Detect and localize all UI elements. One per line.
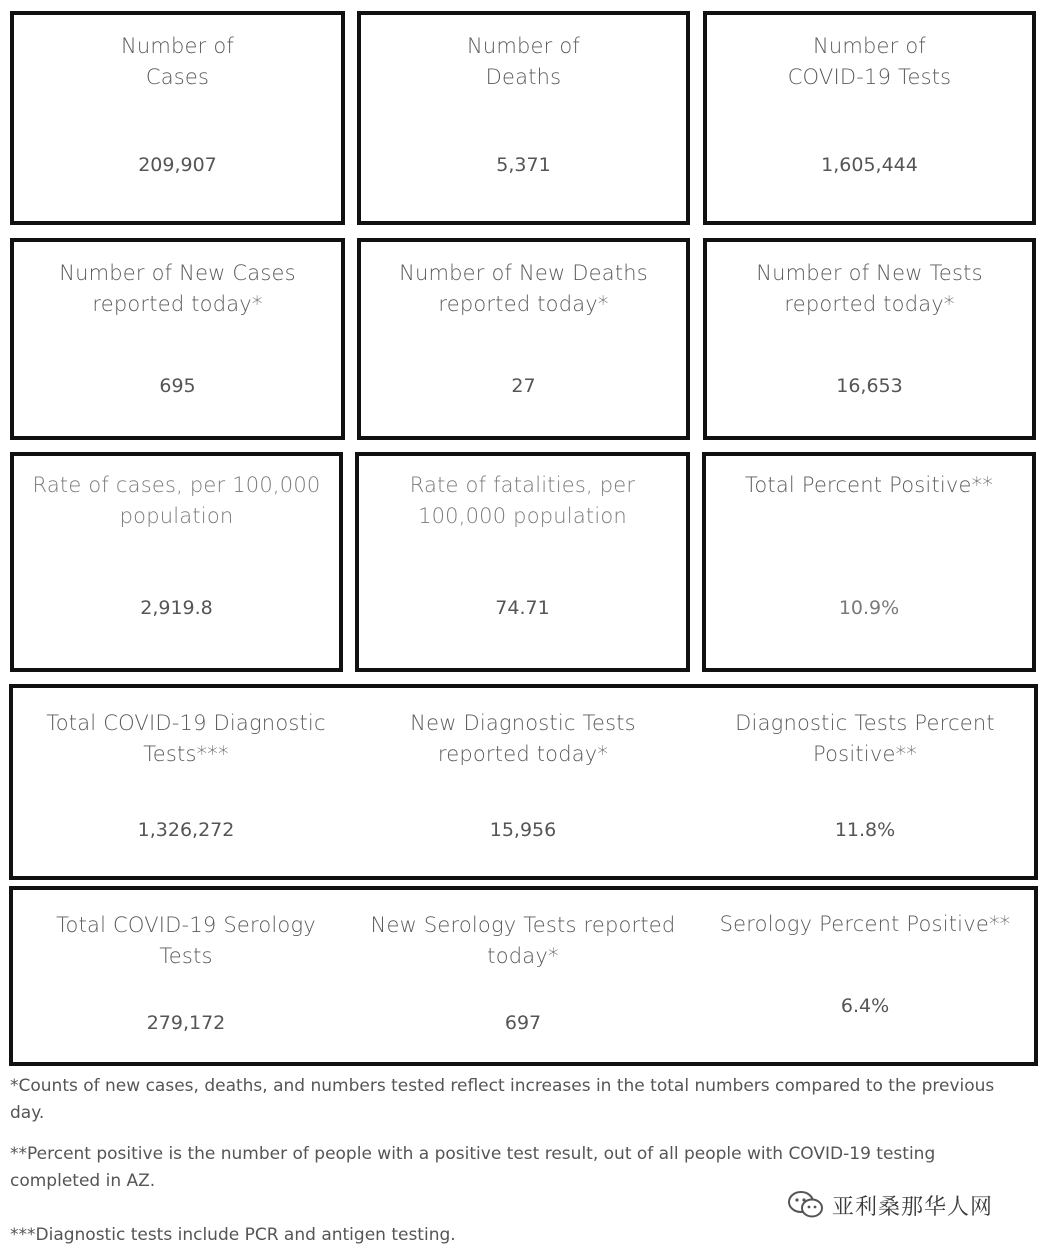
diagnostic-positive-cell <box>700 688 1030 876</box>
new-tests-value: 16,653 <box>836 375 903 397</box>
case-rate-label-line1: Rate of cases, per 100,000 <box>32 473 321 497</box>
cases-cell <box>14 15 341 221</box>
new-deaths-card <box>357 238 690 440</box>
percent-positive-label <box>706 470 1032 501</box>
new-cases-label <box>14 258 341 320</box>
serology-total-cell <box>21 890 351 1062</box>
serology-positive-label-line1: Serology Percent Positive** <box>719 912 1011 936</box>
diagnostic-positive-label-line2: Positive** <box>813 742 917 766</box>
cases-card <box>10 11 345 225</box>
diagnostic-positive-label <box>700 708 1030 770</box>
fatality-rate-label <box>359 470 686 532</box>
case-rate-label-line2: population <box>119 504 234 528</box>
diagnostic-positive-label-line1: Diagnostic Tests Percent <box>735 711 995 735</box>
new-deaths-label-line2: reported today* <box>438 292 609 316</box>
tests-label-line1: Number of <box>812 34 927 58</box>
new-deaths-cell <box>361 242 686 436</box>
case-rate-card <box>10 452 343 672</box>
new-cases-value: 695 <box>159 375 196 397</box>
cases-label-line1: Number of <box>120 34 235 58</box>
cases-value: 209,907 <box>138 154 217 176</box>
watermark-text: 亚利桑那华人网 <box>832 1194 994 1220</box>
new-deaths-value: 27 <box>511 375 536 397</box>
footnote-diagnostic-tests: ***Diagnostic tests include PCR and antigen testing. <box>10 1225 456 1245</box>
deaths-value: 5,371 <box>496 154 551 176</box>
diagnostic-total-label <box>21 708 351 770</box>
case-rate-cell <box>14 456 339 668</box>
serology-new-label-line1: New Serology Tests reported <box>370 913 676 937</box>
serology-new-label-line2: today* <box>487 944 559 968</box>
deaths-label-line1: Number of <box>466 34 581 58</box>
tests-card <box>703 11 1036 225</box>
diagnostic-total-label-line1: Total COVID-19 Diagnostic <box>46 711 326 735</box>
serology-positive-cell <box>700 890 1030 1062</box>
serology-positive-value: 6.4% <box>840 995 890 1017</box>
diagnostic-total-cell <box>21 688 351 876</box>
new-tests-label-line2: reported today* <box>784 292 955 316</box>
percent-positive-value: 10.9% <box>838 597 900 619</box>
watermark <box>786 1188 993 1222</box>
case-rate-value: 2,919.8 <box>140 597 213 619</box>
serology-new-label <box>358 910 688 972</box>
fatality-rate-value: 74.71 <box>495 597 550 619</box>
footnote-percent-positive: **Percent positive is the number of people with a positive test result, out of all people with COVID-19 testing completed in AZ. <box>10 1144 936 1191</box>
case-rate-label <box>14 470 339 532</box>
tests-label-line2: COVID-19 Tests <box>787 65 952 89</box>
cases-label-line2: Cases <box>145 65 210 89</box>
fatality-rate-card <box>355 452 690 672</box>
serology-card <box>9 886 1038 1066</box>
percent-positive-cell <box>706 456 1032 668</box>
diagnostic-card <box>9 684 1038 880</box>
deaths-label <box>361 31 686 93</box>
new-cases-label-line1: Number of New Cases <box>59 261 296 285</box>
deaths-cell <box>361 15 686 221</box>
serology-total-label-line1: Total COVID-19 Serology <box>56 913 316 937</box>
serology-total-label <box>21 910 351 972</box>
percent-positive-label-line1: Total Percent Positive** <box>744 473 994 497</box>
new-tests-label <box>707 258 1032 320</box>
serology-positive-label <box>700 909 1030 940</box>
serology-total-label-line2: Tests <box>159 944 213 968</box>
tests-label <box>707 31 1032 93</box>
new-tests-label-line1: Number of New Tests <box>756 261 983 285</box>
percent-positive-card <box>702 452 1036 672</box>
diagnostic-new-label <box>358 708 688 770</box>
diagnostic-new-label-line1: New Diagnostic Tests <box>410 711 636 735</box>
diagnostic-total-value: 1,326,272 <box>137 819 235 841</box>
diagnostic-new-cell <box>358 688 688 876</box>
deaths-label-line2: Deaths <box>485 65 562 89</box>
new-deaths-label <box>361 258 686 320</box>
diagnostic-new-value: 15,956 <box>489 819 557 841</box>
fatality-rate-label-line1: Rate of fatalities, per <box>409 473 636 497</box>
footnote-new-counts: *Counts of new cases, deaths, and numbers tested reflect increases in the total numbers compared to the previous day. <box>10 1076 995 1123</box>
serology-new-value: 697 <box>504 1012 542 1034</box>
diagnostic-new-label-line2: reported today* <box>437 742 609 766</box>
new-cases-label-line2: reported today* <box>92 292 263 316</box>
serology-new-cell <box>358 890 688 1062</box>
wechat-icon <box>786 1189 826 1221</box>
new-tests-cell <box>707 242 1032 436</box>
serology-total-value: 279,172 <box>146 1012 226 1034</box>
new-cases-cell <box>14 242 341 436</box>
new-tests-card <box>703 238 1036 440</box>
new-cases-card <box>10 238 345 440</box>
deaths-card <box>357 11 690 225</box>
new-deaths-label-line1: Number of New Deaths <box>399 261 648 285</box>
diagnostic-total-label-line2: Tests*** <box>143 742 229 766</box>
diagnostic-positive-value: 11.8% <box>834 819 896 841</box>
cases-label <box>14 31 341 93</box>
fatality-rate-cell <box>359 456 686 668</box>
tests-cell <box>707 15 1032 221</box>
tests-value: 1,605,444 <box>821 154 918 176</box>
fatality-rate-label-line2: 100,000 population <box>418 504 627 528</box>
